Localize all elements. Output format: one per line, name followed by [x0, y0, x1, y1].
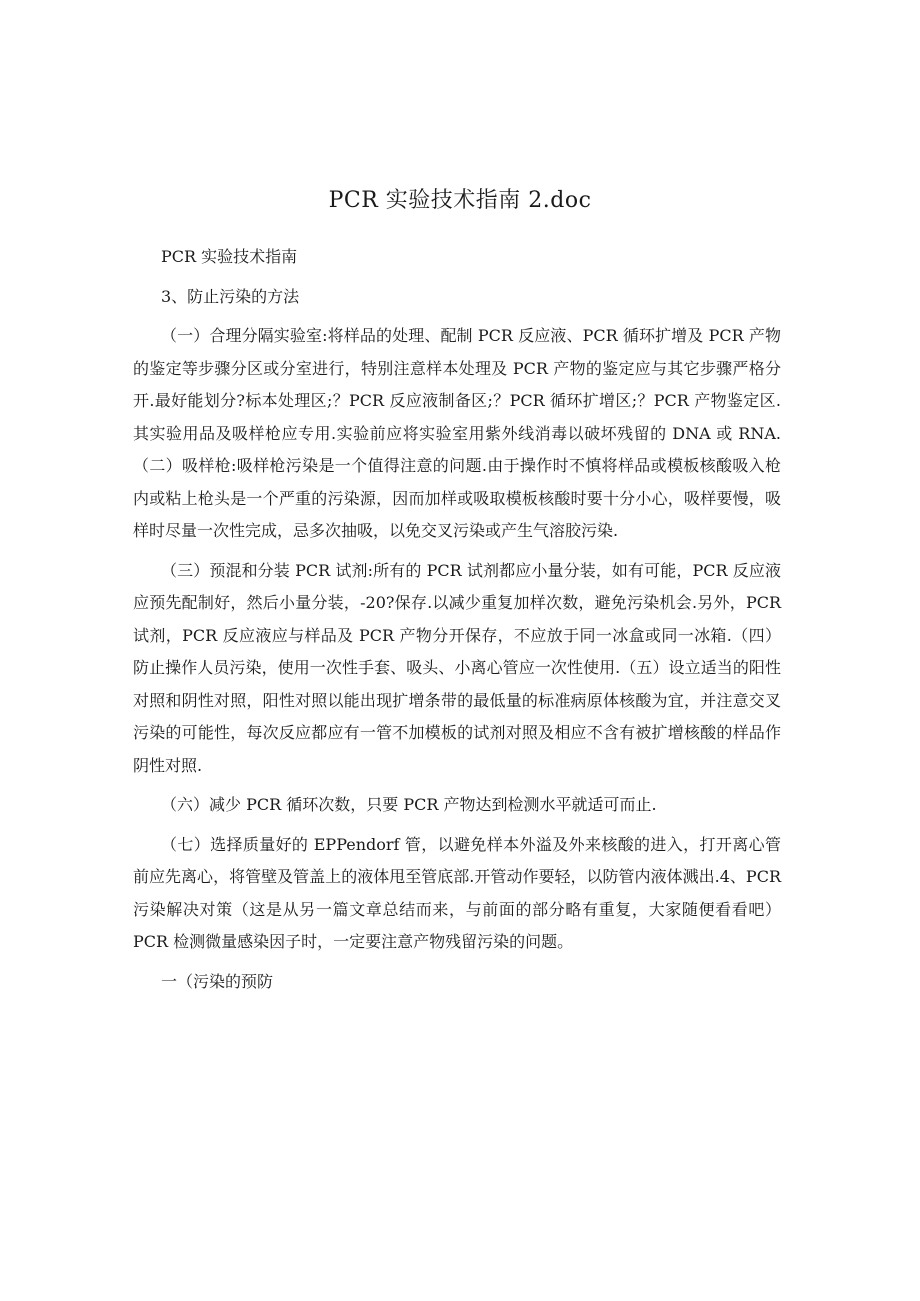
paragraph-reduce-cycles: （六）减少 PCR 循环次数，只要 PCR 产物达到检测水平就适可而止. [161, 795, 657, 814]
document-title: PCR 实验技术指南 2.doc [328, 188, 592, 213]
paragraph-prevention-heading: 一（污染的预防 [161, 971, 274, 991]
paragraph-tube-selection: （七）选择质量好的 EPPendorf 管，以避免样本外溢及外来核酸的进入，打开离心管前应先离心，将管壁及管盖上的液体甩至管底部.开管动作要轻，以防管内液体溅出.4、PCR 污染解决对策（这是从另一篇文章总结而来，与前面的部分略有重复，大家随便看看吧）PCR 检测微量感染因子时，一定要注意产物残留污染的问题。 [133, 834, 781, 951]
paragraph-subtitle: PCR 实验技术指南 [161, 247, 298, 266]
document-body [133, 241, 781, 998]
paragraph-reagent-aliquoting: （三）预混和分装 PCR 试剂:所有的 PCR 试剂都应小量分装，如有可能，PCR 反应液应预先配制好，然后小量分装，-20?保存.以减少重复加样次数，避免污染机会.另外，PCR 试剂，PCR 反应液应与样品及 PCR 产物分开保存，不应放于同一冰盒或同一冰箱.（四）防止操作人员污染，使用一次性手套、吸头、小离心管应一次性使用.（五）设立适当的阳性对照和阴性对照，阳性对照以能出现扩增条带的最低量的标准病原体核酸为宜，并注意交叉污染的可能性，每次反应都应有一管不加模板的试剂对照及相应不含有被扩增核酸的样品作阴性对照. [133, 560, 781, 775]
paragraph-section-3-heading: 3、防止污染的方法 [161, 286, 300, 306]
paragraph-lab-separation: （一）合理分隔实验室:将样品的处理、配制 PCR 反应液、PCR 循环扩增及 PCR 产物的鉴定等步骤分区或分室进行，特别注意样本处理及 PCR 产物的鉴定应与其它步骤严格分开.最好能划分?标本处理区;？PCR 反应液制备区;？PCR 循环扩增区;？PCR 产物鉴定区.其实验用品及吸样枪应专用.实验前应将实验室用紫外线消毒以破坏残留的 DNA 或 RNA.（二）吸样枪:吸样枪污染是一个值得注意的问题.由于操作时不慎将样品或模板核酸吸入枪内或粘上枪头是一个严重的污染源，因而加样或吸取模板核酸时要十分小心，吸样要慢，吸样时尽量一次性完成，忌多次抽吸，以免交叉污染或产生气溶胶污染. [133, 326, 781, 540]
